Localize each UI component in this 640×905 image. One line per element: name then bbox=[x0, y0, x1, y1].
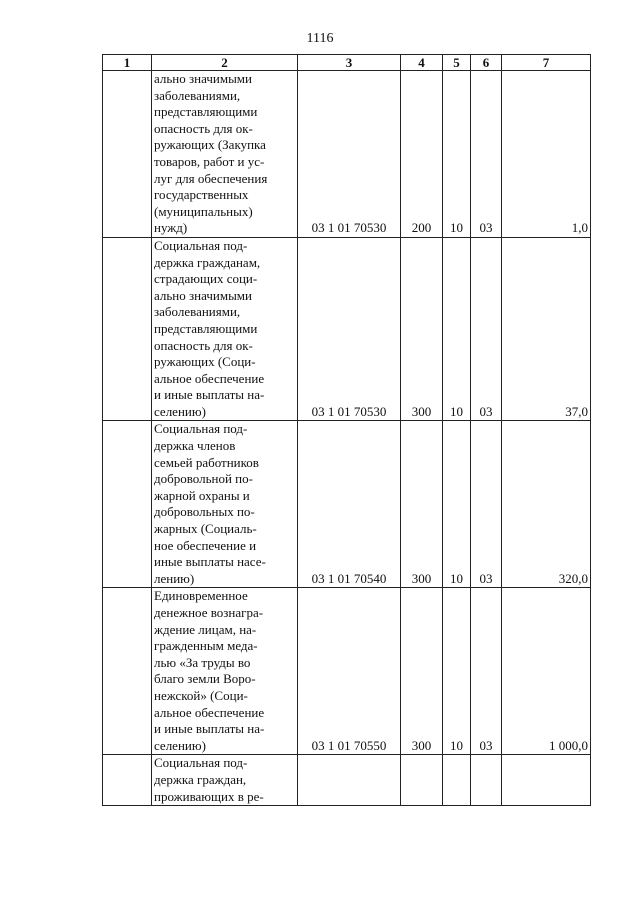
table-row bbox=[103, 237, 591, 421]
description-line: гражденным меда- bbox=[154, 638, 258, 654]
subsection-cell: 03 bbox=[471, 71, 502, 238]
section-cell: 10 bbox=[443, 237, 471, 421]
description-line: добровольной по- bbox=[154, 471, 253, 487]
description-cell bbox=[152, 237, 298, 421]
description-cell bbox=[152, 71, 298, 238]
description-line: луг для обеспечения bbox=[154, 170, 268, 186]
description-line: жарной охраны и bbox=[154, 487, 250, 503]
column-header-2: 2 bbox=[152, 55, 298, 71]
section-cell: 10 bbox=[443, 588, 471, 755]
description-line: денежное вознагра- bbox=[154, 605, 264, 620]
column-header-5: 5 bbox=[443, 55, 471, 71]
column-header-3: 3 bbox=[298, 55, 401, 71]
description-line: жарных (Социаль- bbox=[154, 521, 257, 537]
expense-type-cell bbox=[401, 755, 443, 806]
section-cell: 10 bbox=[443, 421, 471, 588]
description-line: альное обеспечение bbox=[154, 704, 265, 720]
table-row bbox=[103, 755, 591, 806]
description-line: благо земли Воро- bbox=[154, 671, 256, 687]
budget-code-cell: 03 1 01 70530 bbox=[298, 71, 401, 238]
column-header-1: 1 bbox=[103, 55, 152, 71]
description-line: представляющими bbox=[154, 104, 258, 120]
description-line: держка членов bbox=[154, 438, 236, 454]
row-number-cell bbox=[103, 421, 152, 588]
amount-cell: 320,0 bbox=[502, 421, 591, 588]
table-row bbox=[103, 421, 591, 588]
description-line: Социальная под- bbox=[154, 421, 248, 437]
description-line: селению) bbox=[154, 737, 206, 753]
description-line: опасность для ок- bbox=[154, 337, 253, 353]
description-line: товаров, работ и ус- bbox=[154, 153, 265, 169]
table-row bbox=[103, 71, 591, 238]
description-line: ально значимыми bbox=[154, 287, 252, 303]
description-line: Единовременное bbox=[154, 588, 248, 604]
budget-table bbox=[102, 54, 591, 806]
description-line: альное обеспечение bbox=[154, 370, 265, 386]
description-line: ружающих (Закупка bbox=[154, 137, 266, 153]
description-line: ружающих (Соци- bbox=[154, 354, 256, 370]
description-cell bbox=[152, 755, 298, 806]
description-line: заболеваниями, bbox=[154, 87, 241, 103]
description-line: нежской» (Соци- bbox=[154, 687, 248, 703]
table-body bbox=[103, 71, 591, 806]
column-header-4: 4 bbox=[401, 55, 443, 71]
description-line: ное обеспечение и bbox=[154, 537, 257, 553]
description-cell bbox=[152, 588, 298, 755]
description-line: представляющими bbox=[154, 320, 258, 336]
subsection-cell: 03 bbox=[471, 237, 502, 421]
row-number-cell bbox=[103, 755, 152, 806]
section-cell bbox=[443, 755, 471, 806]
amount-cell: 1,0 bbox=[502, 71, 591, 238]
description-cell bbox=[152, 421, 298, 588]
row-number-cell bbox=[103, 71, 152, 238]
description-line: держка граждан, bbox=[154, 771, 247, 787]
subsection-cell bbox=[471, 755, 502, 806]
expense-type-cell: 200 bbox=[401, 71, 443, 238]
description-line: селению) bbox=[154, 403, 206, 419]
description-line: Социальная под- bbox=[154, 755, 248, 771]
expense-type-cell: 300 bbox=[401, 588, 443, 755]
page-number: 1116 bbox=[306, 31, 334, 46]
description-line: держка гражданам, bbox=[154, 254, 261, 270]
column-header-7: 7 bbox=[502, 55, 591, 71]
description-line: лению) bbox=[154, 570, 195, 586]
section-cell: 10 bbox=[443, 71, 471, 238]
expense-type-cell: 300 bbox=[401, 237, 443, 421]
description-line: ально значимыми bbox=[154, 71, 252, 86]
amount-cell: 1 000,0 bbox=[502, 588, 591, 755]
description-line: ждение лицам, на- bbox=[154, 621, 257, 637]
budget-code-cell: 03 1 01 70530 bbox=[298, 237, 401, 421]
description-line: и иные выплаты на- bbox=[154, 721, 265, 737]
description-line: иные выплаты насе- bbox=[154, 554, 266, 570]
description-line: добровольных по- bbox=[154, 504, 255, 520]
description-line: лью «За труды во bbox=[154, 654, 251, 670]
description-line: (муниципальных) bbox=[154, 203, 253, 219]
amount-cell bbox=[502, 755, 591, 806]
description-line: заболеваниями, bbox=[154, 304, 241, 320]
description-line: и иные выплаты на- bbox=[154, 387, 265, 403]
description-line: семьей работников bbox=[154, 454, 259, 470]
budget-code-cell: 03 1 01 70540 bbox=[298, 421, 401, 588]
budget-code-cell bbox=[298, 755, 401, 806]
column-header-6: 6 bbox=[471, 55, 502, 71]
expense-type-cell: 300 bbox=[401, 421, 443, 588]
budget-code-cell: 03 1 01 70550 bbox=[298, 588, 401, 755]
description-line: Социальная под- bbox=[154, 237, 248, 253]
description-line: проживающих в ре- bbox=[154, 788, 264, 804]
row-number-cell bbox=[103, 588, 152, 755]
description-line: страдающих соци- bbox=[154, 271, 258, 287]
subsection-cell: 03 bbox=[471, 421, 502, 588]
table-header-row bbox=[103, 55, 591, 71]
description-line: опасность для ок- bbox=[154, 120, 253, 136]
table-row bbox=[103, 588, 591, 755]
subsection-cell: 03 bbox=[471, 588, 502, 755]
description-line: государственных bbox=[154, 187, 249, 203]
description-line: нужд) bbox=[154, 220, 188, 236]
amount-cell: 37,0 bbox=[502, 237, 591, 421]
row-number-cell bbox=[103, 237, 152, 421]
